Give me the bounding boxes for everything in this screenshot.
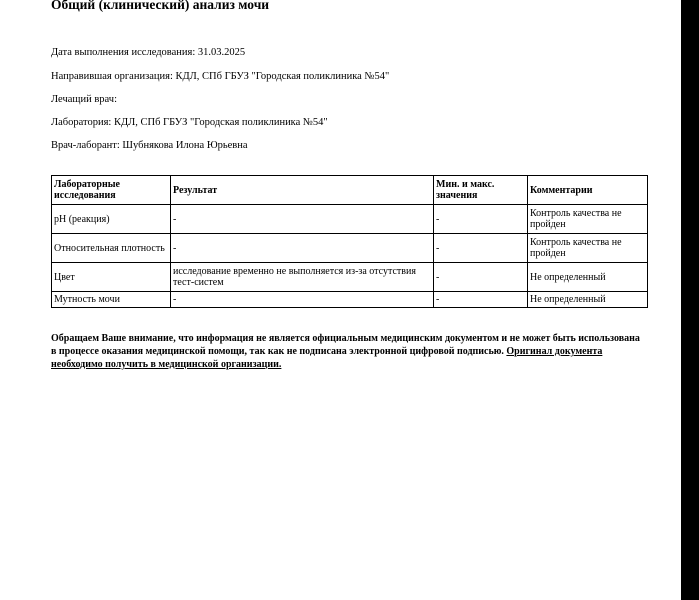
cell-test: Мутность мочи (52, 292, 171, 308)
page-title: Общий (клинический) анализ мочи (51, 0, 270, 12)
header-range: Мин. и макс. значения (434, 176, 528, 205)
cell-comment: Не определенный (528, 263, 648, 292)
cell-result: - (171, 292, 434, 308)
viewer-edge-bar (681, 0, 699, 600)
disclaimer-text: Обращаем Ваше внимание, что информация не является официальным медицинским документом и не может быть использована в процессе оказания медицинской помощи, так как не подписана электронной цифровой подписью. (51, 333, 640, 357)
header-test: Лабораторные исследования (52, 176, 171, 205)
table-row (52, 205, 648, 234)
cell-test: pH (реакция) (52, 205, 171, 234)
date-line: Дата выполнения исследования: 31.03.2025 (51, 47, 246, 58)
table-row (52, 234, 648, 263)
cell-result: - (171, 205, 434, 234)
cell-test: Цвет (52, 263, 171, 292)
cell-comment: Контроль качества не пройден (528, 234, 648, 263)
header-comment: Комментарии (528, 176, 648, 205)
results-table (51, 175, 648, 308)
referral-line: Направившая организация: КДЛ, СПб ГБУЗ "Городская поликлиника №54" (51, 71, 390, 82)
disclaimer-underlined: Оригинал документа необходимо получить в медицинской организации. (51, 346, 603, 370)
cell-range: - (434, 234, 528, 263)
doctor-line: Лечащий врач: (51, 94, 117, 105)
table-row (52, 263, 648, 292)
cell-range: - (434, 205, 528, 234)
cell-test: Относительная плотность (52, 234, 171, 263)
cell-comment: Не определенный (528, 292, 648, 308)
lab-line: Лаборатория: КДЛ, СПб ГБУЗ "Городская поликлиника №54" (51, 117, 328, 128)
cell-range: - (434, 263, 528, 292)
cell-comment: Контроль качества не пройден (528, 205, 648, 234)
disclaimer-notice (51, 332, 641, 371)
cell-result: исследование временно не выполняется из-за отсутствия тест-систем (171, 263, 434, 292)
lab-doctor-line: Врач-лаборант: Шубнякова Илона Юрьевна (51, 140, 248, 151)
header-result: Результат (171, 176, 434, 205)
cell-range: - (434, 292, 528, 308)
cell-result: - (171, 234, 434, 263)
table-row (52, 292, 648, 308)
table-header-row (52, 176, 648, 205)
